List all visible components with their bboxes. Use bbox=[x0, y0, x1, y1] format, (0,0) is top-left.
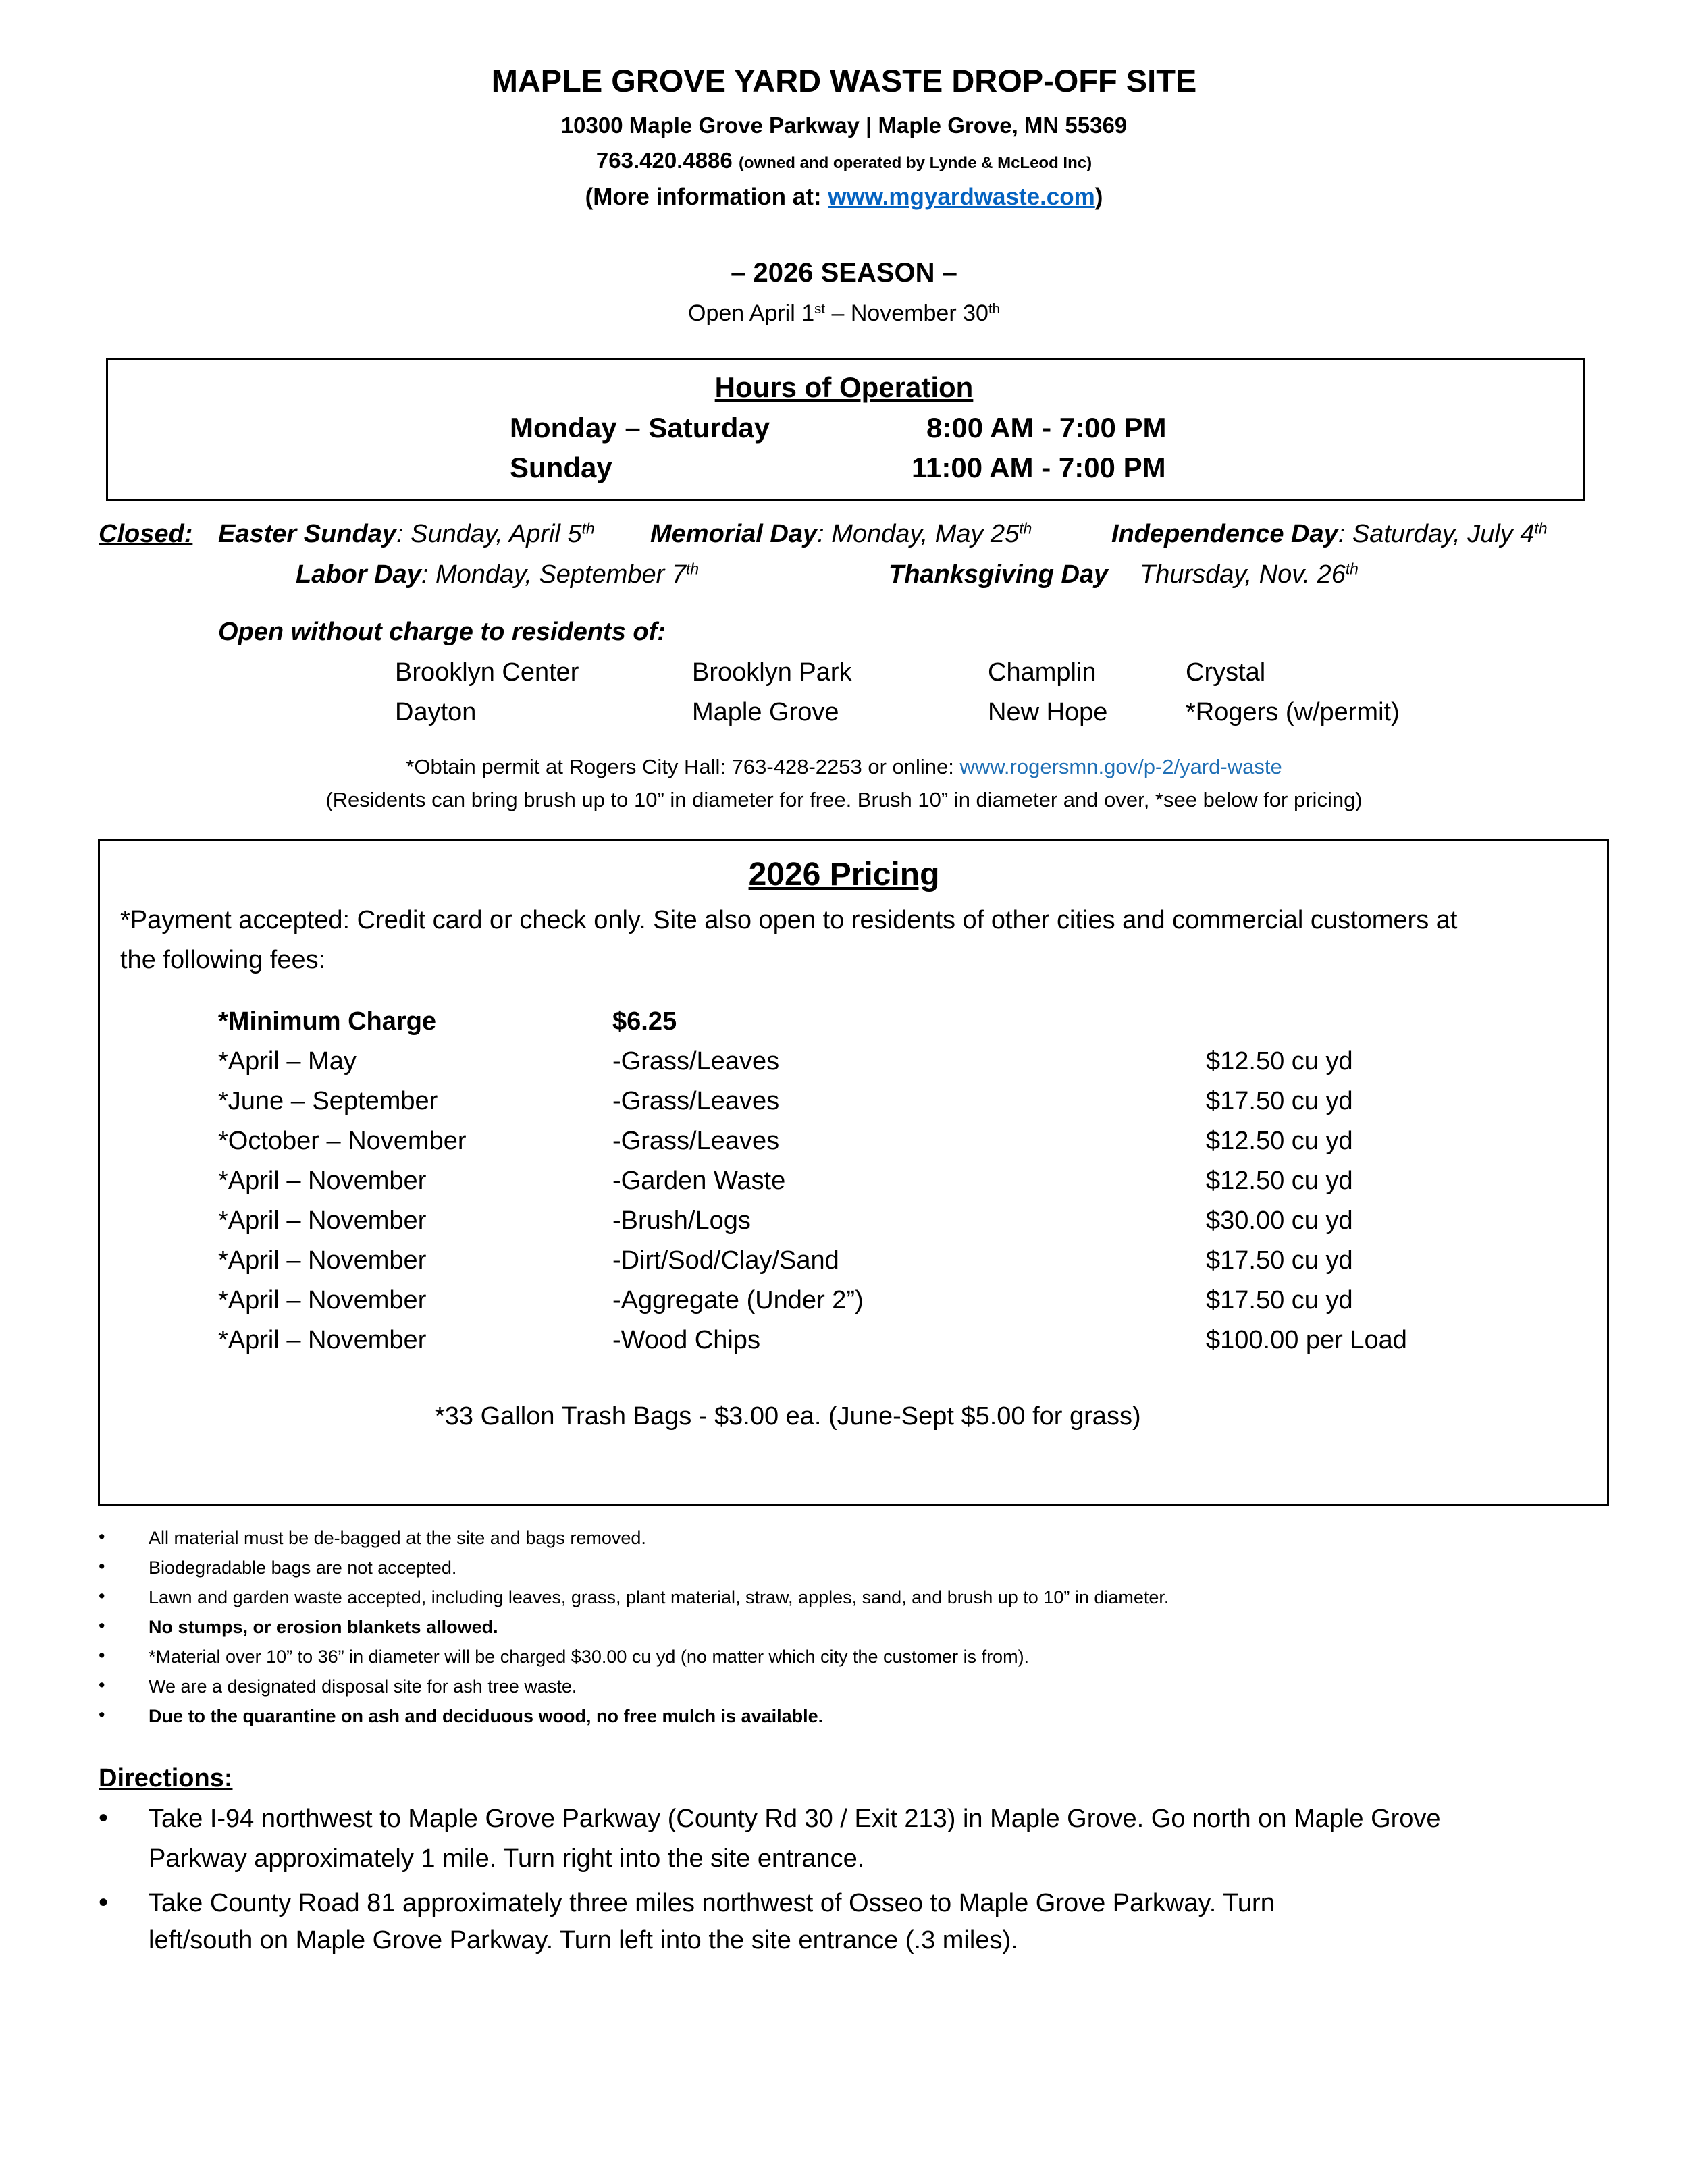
price-material: -Grass/Leaves bbox=[612, 1047, 780, 1075]
season-sup-1: st bbox=[814, 301, 826, 317]
holiday-date: Monday, May 25 bbox=[831, 520, 1020, 548]
rule-item: We are a designated disposal site for ash tree waste. bbox=[149, 1676, 577, 1697]
price-value: $17.50 cu yd bbox=[1206, 1246, 1353, 1275]
holiday-sep: : bbox=[817, 520, 832, 548]
bullet-icon: • bbox=[99, 1556, 105, 1576]
holiday-name: Memorial Day bbox=[650, 520, 818, 548]
phone-number: 763.420.4886 bbox=[596, 148, 733, 173]
price-material: -Grass/Leaves bbox=[612, 1127, 780, 1155]
price-value: $17.50 cu yd bbox=[1206, 1286, 1353, 1314]
bullet-icon: • bbox=[99, 1526, 105, 1547]
hours-title: Hours of Operation bbox=[714, 371, 974, 403]
price-period: *April – November bbox=[218, 1326, 427, 1354]
rule-item: *Material over 10” to 36” in diameter will be charged $30.00 cu yd (no matter which city the customer is from). bbox=[149, 1647, 1030, 1667]
permit-line bbox=[0, 755, 1688, 779]
price-value: $12.50 cu yd bbox=[1206, 1047, 1353, 1075]
holiday-thanksgiving-date bbox=[1140, 560, 1359, 589]
direction-line: Take County Road 81 approximately three miles northwest of Osseo to Maple Grove Parkway. Turn bbox=[149, 1889, 1275, 1917]
price-value: $17.50 cu yd bbox=[1206, 1087, 1353, 1115]
holiday-date: Saturday, July 4 bbox=[1352, 520, 1535, 548]
price-material: -Aggregate (Under 2”) bbox=[612, 1286, 864, 1314]
holiday-memorial bbox=[650, 520, 1032, 549]
price-period: *October – November bbox=[218, 1127, 467, 1155]
direction-line: Take I-94 northwest to Maple Grove Parkway (County Rd 30 / Exit 213) in Maple Grove. Go north on Maple Grove bbox=[149, 1805, 1441, 1833]
hours-time-sunday: 11:00 AM - 7:00 PM bbox=[912, 452, 1166, 483]
bullet-icon: • bbox=[99, 1645, 105, 1666]
closed-label: Closed: bbox=[99, 520, 193, 548]
holiday-sup: th bbox=[1019, 519, 1032, 537]
price-material: -Dirt/Sod/Clay/Sand bbox=[612, 1246, 839, 1275]
holiday-sep: : bbox=[1338, 520, 1352, 548]
holiday-name: Easter Sunday bbox=[218, 520, 396, 548]
more-info-suffix: ) bbox=[1094, 184, 1103, 210]
price-value: $12.50 cu yd bbox=[1206, 1127, 1353, 1155]
city-dayton: Dayton bbox=[395, 698, 477, 726]
bullet-icon: • bbox=[99, 1705, 105, 1725]
bullet-icon: • bbox=[99, 1803, 109, 1833]
price-material: -Brush/Logs bbox=[612, 1206, 751, 1235]
hours-day-sunday: Sunday bbox=[510, 452, 612, 483]
permit-link[interactable]: www.rogersmn.gov/p-2/yard-waste bbox=[959, 755, 1282, 778]
bullet-icon: • bbox=[99, 1888, 109, 1917]
pricing-intro-line2: the following fees: bbox=[120, 946, 326, 974]
holiday-sup: th bbox=[1345, 560, 1359, 578]
price-period: *April – November bbox=[218, 1167, 427, 1195]
brush-note: (Residents can bring brush up to 10” in diameter for free. Brush 10” in diameter and over, *see below for pricing) bbox=[325, 788, 1363, 811]
city-brooklyn-park: Brooklyn Park bbox=[692, 658, 852, 687]
rule-item: Due to the quarantine on ash and deciduous wood, no free mulch is available. bbox=[149, 1706, 824, 1726]
price-period: *April – November bbox=[218, 1246, 427, 1275]
rule-item: Biodegradable bags are not accepted. bbox=[149, 1557, 457, 1578]
price-period: *June – September bbox=[218, 1087, 438, 1115]
holiday-thanksgiving-name: Thanksgiving Day bbox=[889, 560, 1109, 589]
holiday-easter bbox=[218, 520, 595, 549]
city-brooklyn-center: Brooklyn Center bbox=[395, 658, 579, 687]
holiday-name: Labor Day bbox=[296, 560, 421, 589]
residents-heading: Open without charge to residents of: bbox=[218, 618, 666, 646]
holiday-name: Independence Day bbox=[1111, 520, 1338, 548]
rule-item: Lawn and garden waste accepted, including leaves, grass, plant material, straw, apples, sand, and brush up to 10” in diameter. bbox=[149, 1587, 1169, 1607]
season-open-start: Open April 1 bbox=[688, 300, 815, 326]
holiday-sup: th bbox=[686, 560, 700, 578]
holiday-sup: th bbox=[1534, 519, 1548, 537]
phone-line bbox=[0, 148, 1688, 174]
price-value: $30.00 cu yd bbox=[1206, 1206, 1353, 1235]
rule-item: All material must be de-bagged at the site and bags removed. bbox=[149, 1528, 646, 1548]
minimum-charge-label: *Minimum Charge bbox=[218, 1007, 437, 1036]
price-material: -Garden Waste bbox=[612, 1167, 786, 1195]
price-period: *April – May bbox=[218, 1047, 357, 1075]
direction-line: left/south on Maple Grove Parkway. Turn left into the site entrance (.3 miles). bbox=[149, 1926, 1018, 1954]
more-info-prefix: (More information at: bbox=[585, 184, 828, 210]
season-open-end: – November 30 bbox=[825, 300, 988, 326]
more-info-line bbox=[0, 184, 1688, 211]
holiday-labor bbox=[296, 560, 699, 589]
price-material: -Grass/Leaves bbox=[612, 1087, 780, 1115]
permit-prefix: *Obtain permit at Rogers City Hall: 763-428-2253 or online: bbox=[406, 755, 960, 778]
trash-bags-note: *33 Gallon Trash Bags - $3.00 ea. (June-Sept $5.00 for grass) bbox=[435, 1402, 1141, 1431]
holiday-sep: : bbox=[396, 520, 411, 548]
directions-heading: Directions: bbox=[99, 1764, 233, 1792]
holiday-date: Monday, September 7 bbox=[435, 560, 687, 589]
site-address: 10300 Maple Grove Parkway | Maple Grove, MN 55369 bbox=[560, 113, 1128, 138]
price-material: -Wood Chips bbox=[612, 1326, 760, 1354]
website-link[interactable]: www.mgyardwaste.com bbox=[828, 184, 1095, 210]
operator-note: (owned and operated by Lynde & McLeod Inc) bbox=[738, 154, 1092, 172]
hours-day-weekday: Monday – Saturday bbox=[510, 412, 770, 444]
price-value: $12.50 cu yd bbox=[1206, 1167, 1353, 1195]
hours-time-weekday: 8:00 AM - 7:00 PM bbox=[926, 412, 1167, 444]
price-period: *April – November bbox=[218, 1206, 427, 1235]
city-champlin: Champlin bbox=[988, 658, 1097, 687]
direction-line: Parkway approximately 1 mile. Turn right into the site entrance. bbox=[149, 1844, 865, 1873]
price-value: $100.00 per Load bbox=[1206, 1326, 1407, 1354]
minimum-charge-value: $6.25 bbox=[612, 1007, 677, 1036]
holiday-date: Thursday, Nov. 26 bbox=[1140, 560, 1346, 589]
pricing-intro-line1: *Payment accepted: Credit card or check only. Site also open to residents of other cities and commercial customers at bbox=[120, 906, 1458, 934]
city-crystal: Crystal bbox=[1186, 658, 1266, 687]
season-title: – 2026 SEASON – bbox=[731, 258, 957, 288]
holiday-date: Sunday, April 5 bbox=[411, 520, 582, 548]
bullet-icon: • bbox=[99, 1675, 105, 1695]
holiday-sep: : bbox=[421, 560, 436, 589]
rule-item: No stumps, or erosion blankets allowed. bbox=[149, 1617, 498, 1637]
city-maple-grove: Maple Grove bbox=[692, 698, 839, 726]
price-period: *April – November bbox=[218, 1286, 427, 1314]
city-new-hope: New Hope bbox=[988, 698, 1108, 726]
season-dates bbox=[0, 300, 1688, 327]
bullet-icon: • bbox=[99, 1616, 105, 1636]
holiday-independence bbox=[1111, 520, 1548, 549]
pricing-title: 2026 Pricing bbox=[748, 857, 940, 893]
page-title: MAPLE GROVE YARD WASTE DROP-OFF SITE bbox=[491, 63, 1197, 99]
season-sup-2: th bbox=[988, 301, 1000, 317]
bullet-icon: • bbox=[99, 1586, 105, 1606]
city-rogers: *Rogers (w/permit) bbox=[1186, 698, 1400, 726]
holiday-sup: th bbox=[581, 519, 595, 537]
